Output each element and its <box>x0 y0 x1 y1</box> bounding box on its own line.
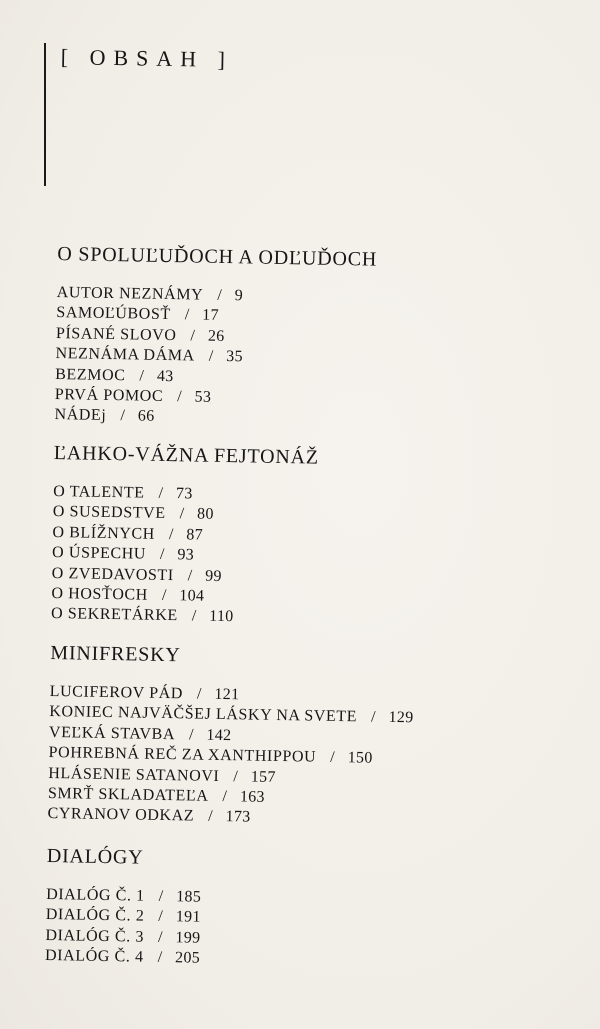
toc-entry-page-number: 191 <box>175 908 201 927</box>
toc-entry-title: O SEKRETÁRKE <box>50 605 178 625</box>
toc-title: [ OBSAH ] <box>60 44 234 73</box>
toc-entry-separator: / <box>330 749 335 767</box>
toc-entry-title: SMRŤ SKLADATEĽA <box>47 784 209 805</box>
toc-entry-page-number: 73 <box>175 485 193 503</box>
toc-entry-title: KONIEC NAJVÄČŠEJ LÁSKY NA SVETE <box>49 703 358 726</box>
toc-entry-page-number: 53 <box>194 388 212 406</box>
toc-entry-separator: / <box>217 286 222 304</box>
toc-entry-separator: / <box>370 708 376 727</box>
toc-entry-title: SAMOĽÚBOSŤ <box>56 304 171 324</box>
toc-entry-separator: / <box>188 726 194 744</box>
toc-entry-separator: / <box>208 808 213 826</box>
toc-entry-page-number: 80 <box>196 505 214 524</box>
toc-entry-page-number: 99 <box>205 567 222 585</box>
toc-entry-page-number: 163 <box>239 788 265 806</box>
toc-entry-page-number: 35 <box>226 348 243 366</box>
toc-section <box>54 241 517 434</box>
toc-entry-title: CYRANOV ODKAZ <box>47 805 195 825</box>
toc-entry-separator: / <box>179 505 185 523</box>
toc-entry-separator: / <box>139 367 145 385</box>
toc-entry-title: VEĽKÁ STAVBA <box>48 723 176 743</box>
toc-entry-page-number: 150 <box>347 749 373 767</box>
toc-entry-page-number: 9 <box>234 287 244 305</box>
toc-entry-title: AUTOR NEZNÁMY <box>56 284 204 304</box>
toc-entry-title: O TALENTE <box>53 483 145 502</box>
toc-entry-separator: / <box>158 484 164 502</box>
toc-entry-page-number: 104 <box>179 587 205 605</box>
toc-entry-page-number: 157 <box>250 768 276 786</box>
toc-entry-page-number: 66 <box>137 407 155 426</box>
toc-entry-title: NEZNÁMA DÁMA <box>55 345 195 365</box>
toc-entry-title: DIALÓG Č. 2 <box>45 906 145 926</box>
toc-entry-title: O SUSEDSTVE <box>52 503 166 523</box>
toc-entry-separator: / <box>157 928 163 946</box>
toc-entry-page-number: 17 <box>202 306 219 325</box>
toc-entry-page-number: 43 <box>156 367 174 385</box>
toc-page <box>44 0 531 1008</box>
toc-section <box>47 640 510 833</box>
toc-section <box>51 440 514 633</box>
toc-entry-page-number: 199 <box>175 928 201 947</box>
section-heading: ĽAHKO-VÁŽNA FEJTONÁŽ <box>53 442 320 469</box>
toc-entry-page-number: 173 <box>225 808 251 826</box>
toc-entry-separator: / <box>233 767 238 785</box>
toc-entry-separator: / <box>168 525 174 543</box>
toc-entry-separator: / <box>159 546 165 564</box>
toc-entry-separator: / <box>161 586 167 604</box>
section-heading: MINIFRESKY <box>50 641 181 667</box>
section-heading: DIALÓGY <box>46 844 144 869</box>
toc-entry-page-number: 26 <box>207 327 225 345</box>
toc-entry-separator: / <box>158 908 163 926</box>
toc-entry-page-number: 185 <box>176 888 202 906</box>
toc-entry-page-number: 87 <box>186 526 204 544</box>
toc-entry-separator: / <box>158 887 164 905</box>
toc-entry-title: PÍSANÉ SLOVO <box>55 324 177 344</box>
toc-entry-page-number: 142 <box>206 726 232 744</box>
toc-entry-title: O ÚSPECHU <box>51 544 147 563</box>
toc-entry-page-number: 121 <box>214 685 240 704</box>
toc-entry-page-number: 110 <box>209 608 234 626</box>
toc-entry-separator: / <box>187 566 193 585</box>
toc-entry-separator: / <box>184 306 190 324</box>
toc-entry-separator: / <box>196 685 202 703</box>
toc-entry-title: BEZMOC <box>55 365 126 384</box>
toc-entry-title: NÁDEj <box>54 406 107 425</box>
toc-entry-title: LUCIFEROV PÁD <box>49 682 184 703</box>
toc-entry-title: DIALÓG Č. 1 <box>46 885 145 905</box>
toc-entry-page-number: 205 <box>174 949 201 967</box>
toc-entry-title: O HOSŤOCH <box>51 584 149 604</box>
toc-entry-separator: / <box>120 407 126 425</box>
toc-entry-separator: / <box>222 787 228 806</box>
toc-entry-separator: / <box>177 388 182 406</box>
toc-entry-page-number: 129 <box>388 709 414 727</box>
toc-entry-separator: / <box>190 327 196 345</box>
toc-section <box>45 843 507 975</box>
toc-entry-separator: / <box>191 607 197 625</box>
toc-entry-title: DIALÓG Č. 4 <box>44 947 144 966</box>
toc-entry-separator: / <box>157 949 163 967</box>
margin-rule <box>44 43 46 186</box>
toc-entry-title: O ZVEDAVOSTI <box>51 564 174 584</box>
toc-entry-title: POHREBNÁ REČ ZA XANTHIPPOU <box>48 744 317 766</box>
toc-entry-title: O BLÍŽNYCH <box>52 523 156 543</box>
toc-entry-title: PRVÁ POMOC <box>54 385 164 405</box>
toc-entry-page-number: 93 <box>177 546 195 564</box>
toc-entry-title: HLÁSENIE SATANOVI <box>48 764 220 785</box>
toc-entry-title: DIALÓG Č. 3 <box>45 926 145 946</box>
toc-entry-separator: / <box>208 347 214 365</box>
section-heading: O SPOLUĽUĎOCH A ODĽUĎOCH <box>57 243 378 271</box>
